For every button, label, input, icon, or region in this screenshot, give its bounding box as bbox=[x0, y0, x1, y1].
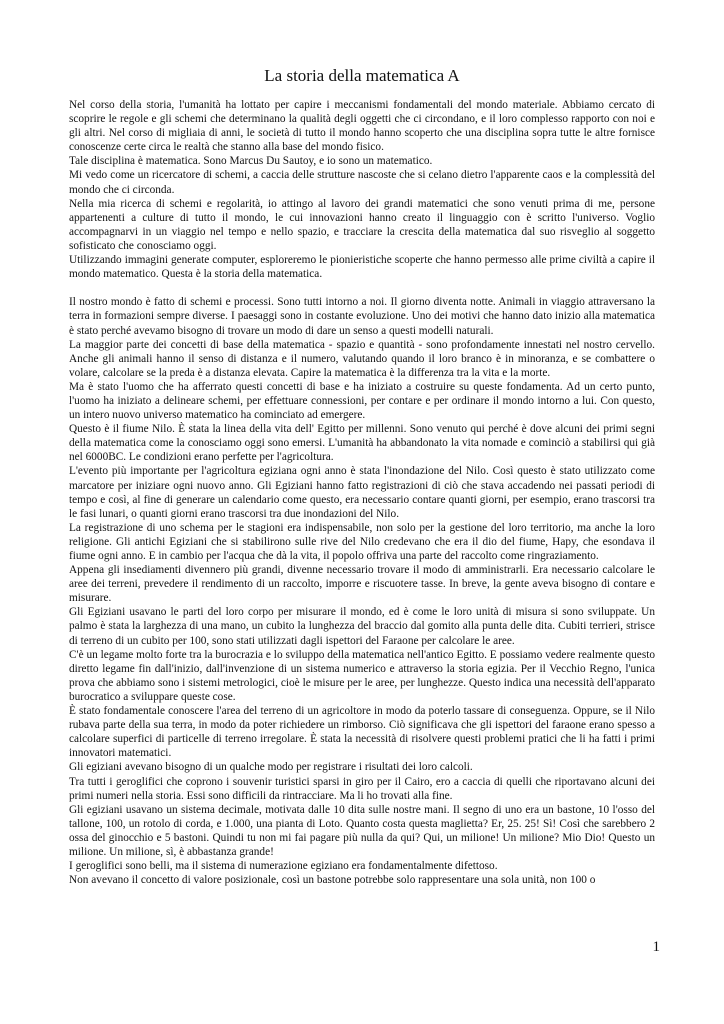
paragraph: Utilizzando immagini generate computer, esploreremo le pionieristiche scoperte che hanno permesso alle prime civiltà a capire il mondo matematico. Questa è la storia della matematica. bbox=[69, 254, 655, 281]
paragraph: I geroglifici sono belli, ma il sistema di numerazione egiziano era fondamentalmente difettoso. bbox=[69, 860, 498, 873]
paragraph: Il nostro mondo è fatto di schemi e processi. Sono tutti intorno a noi. Il giorno diventa notte. Animali in viaggio attraversano la terra in formazioni sempre diverse. I paesaggi sono in costante evoluzione. Uno dei motivi che hanno dato inizio alla matematica è stato perché avevamo bisogno di trovare un modo di dare un senso a questi modelli naturali. bbox=[69, 296, 655, 337]
paragraph: L'evento più importante per l'agricoltura egiziana ogni anno è stata l'inondazione del Nilo. Così questo è stato utilizzato come marcatore per iniziare ogni nuovo anno. Gli Egiziani hanno fatto registrazioni di ciò che stava accadendo nei passati periodi di tempo e così, al fine di generare un calendario come questo, era necessario contare quanti giorni, per esempio, erano trascorsi tra le fasi lunari, o quanti giorni erano trascorsi tra due inondazioni del Nilo. bbox=[69, 465, 655, 520]
paragraph: Nella mia ricerca di schemi e regolarità, io attingo al lavoro dei grandi matematici che sono venuti prima di me, persone appartenenti a culture di tutto il mondo, le cui innovazioni hanno creato il linguaggio con è scritto l'universo. Voglio accompagnarvi in un viaggio nel tempo e nello spazio, e tracciare la crescita della matematica dal suo risveglio al soggetto sofisticato che conosciamo oggi. bbox=[69, 197, 655, 252]
document-title: La storia della matematica A bbox=[264, 66, 460, 85]
paragraph: Appena gli insediamenti divennero più grandi, divenne necessario trovare il modo di amministrarli. Era necessario calcolare le aree dei terreni, prevedere il rendimento di un raccolto, imporre e riscuotere tasse. In breve, la gente aveva bisogno di contare e misurare. bbox=[69, 564, 655, 605]
document-body bbox=[69, 98, 655, 887]
paragraph: Nel corso della storia, l'umanità ha lottato per capire i meccanismi fondamentali del mondo materiale. Abbiamo cercato di scoprire le regole e gli schemi che determinano la qualità degli oggetti che ci circondano, e il loro complesso rapporto con noi e gli altri. Nel corso di migliaia di anni, le società di tutto il mondo hanno scoperto che una disciplina sopra tutte le altre fornisce conoscenze certe circa le realtà che stanno alla base del mondo fisico. bbox=[69, 99, 655, 154]
paragraph: È stato fondamentale conoscere l'area del terreno di un agricoltore in modo da poterlo tassare di conseguenza. Oppure, se il Nilo rubava parte della sua terra, in modo da poter richiedere un rimborso. Ciò significava che gli ispettori del faraone erano spesso a calcolare superfici di particelle di terreno irregolare. È stata la necessità di risolvere questi problemi pratici che li ha fatti i primi innovatori matematici. bbox=[69, 705, 655, 760]
paragraph: Tra tutti i geroglifici che coprono i souvenir turistici sparsi in giro per il Cairo, ero a caccia di quelli che riportavano alcuni dei primi numeri nella storia. Essi sono difficili da rintracciare. Ma li ho trovati alla fine. bbox=[69, 775, 655, 802]
page-number: 1 bbox=[652, 939, 660, 955]
paragraph: C'è un legame molto forte tra la burocrazia e lo sviluppo della matematica nell'antico Egitto. E possiamo vedere realmente questo diretto legame fin dall'inizio, dall'invenzione di un sistema numerico e attraverso la storia egizia. Per il Vecchio Regno, l'unica prova che abbiamo sono i sistemi metrologici, cioè le misure per le aree, per lunghezze. Questo indica una necessità dell'apparato burocratico a sviluppare queste cose. bbox=[69, 648, 655, 703]
paragraph: Ma è stato l'uomo che ha afferrato questi concetti di base e ha iniziato a costruire su queste fondamenta. Ad un certo punto, l'uomo ha iniziato a delineare schemi, per effettuare connessioni, per contare e per ordinare il mondo intorno a lui. Con questo, un intero nuovo universo matematico ha cominciato ad emergere. bbox=[69, 380, 655, 422]
paragraph: La maggior parte dei concetti di base della matematica - spazio e quantità - sono profondamente innestati nel nostro cervello. Anche gli animali hanno il senso di distanza e il numero, valutando quando il loro branco è in minoranza, e se combattere o volare, calcolare se la preda è a distanza elevata. Capire la matematica è la differenza tra la vita e la morte. bbox=[69, 338, 655, 379]
paragraph: Tale disciplina è matematica. Sono Marcus Du Sautoy, e io sono un matematico. bbox=[69, 155, 433, 168]
paragraph: La registrazione di uno schema per le stagioni era indispensabile, non solo per la gestione del loro territorio, ma anche la loro religione. Gli antichi Egiziani che si stabilirono sulle rive del Nilo credevano che era il dio del fiume, Hapy, che esondava il fiume ogni anno. E in cambio per l'acqua che dà la vita, il popolo offriva una parte del raccolto come ringraziamento. bbox=[69, 521, 655, 562]
paragraph: Non avevano il concetto di valore posizionale, così un bastone potrebbe solo rappresentare una sola unità, non 100 o bbox=[69, 874, 596, 887]
paragraph: Questo è il fiume Nilo. È stata la linea della vita dell' Egitto per millenni. Sono venuto qui perché è dove alcuni dei primi segni della matematica come la conosciamo oggi sono emersi. L'umanità ha abbandonato la vita nomade e cominciò a stabilirsi qui già nel 6000BC. Le condizioni erano perfette per l'agricoltura. bbox=[69, 423, 655, 464]
paragraph: Mi vedo come un ricercatore di schemi, a caccia delle strutture nascoste che si celano dietro l'apparente caos e la complessità del mondo che ci circonda. bbox=[69, 169, 655, 196]
paragraph-spacer bbox=[69, 281, 655, 295]
paragraph: Gli egiziani usavano un sistema decimale, motivata dalle 10 dita sulle nostre mani. Il segno di uno era un bastone, 10 l'osso del tallone, 100, un rotolo di corda, e 1.000, una pianta di Loto. Quanto costa questa maglietta? Er, 25. 25! Sì! Così che sarebbero 2 ossa del ginocchio e 5 bastoni. Quindi tu non mi fai pagare più nulla da qui? Qui, un milione! Un milione? Mio Dio! Questo un milione. Un milione, sì, è abbastanza grande! bbox=[69, 803, 655, 858]
paragraph: Gli egiziani avevano bisogno di un qualche modo per registrare i risultati dei loro calcoli. bbox=[69, 761, 473, 774]
paragraph: Gli Egiziani usavano le parti del loro corpo per misurare il mondo, ed è come le loro unità di misura si sono sviluppate. Un palmo è stata la larghezza di una mano, un cubito la lunghezza del braccio dal gomito alla punta delle dita. Cubiti terrieri, strisce di terreno di un cubito per 100, sono stati utilizzati dagli ispettori del Faraone per calcolare le aree. bbox=[69, 606, 655, 647]
